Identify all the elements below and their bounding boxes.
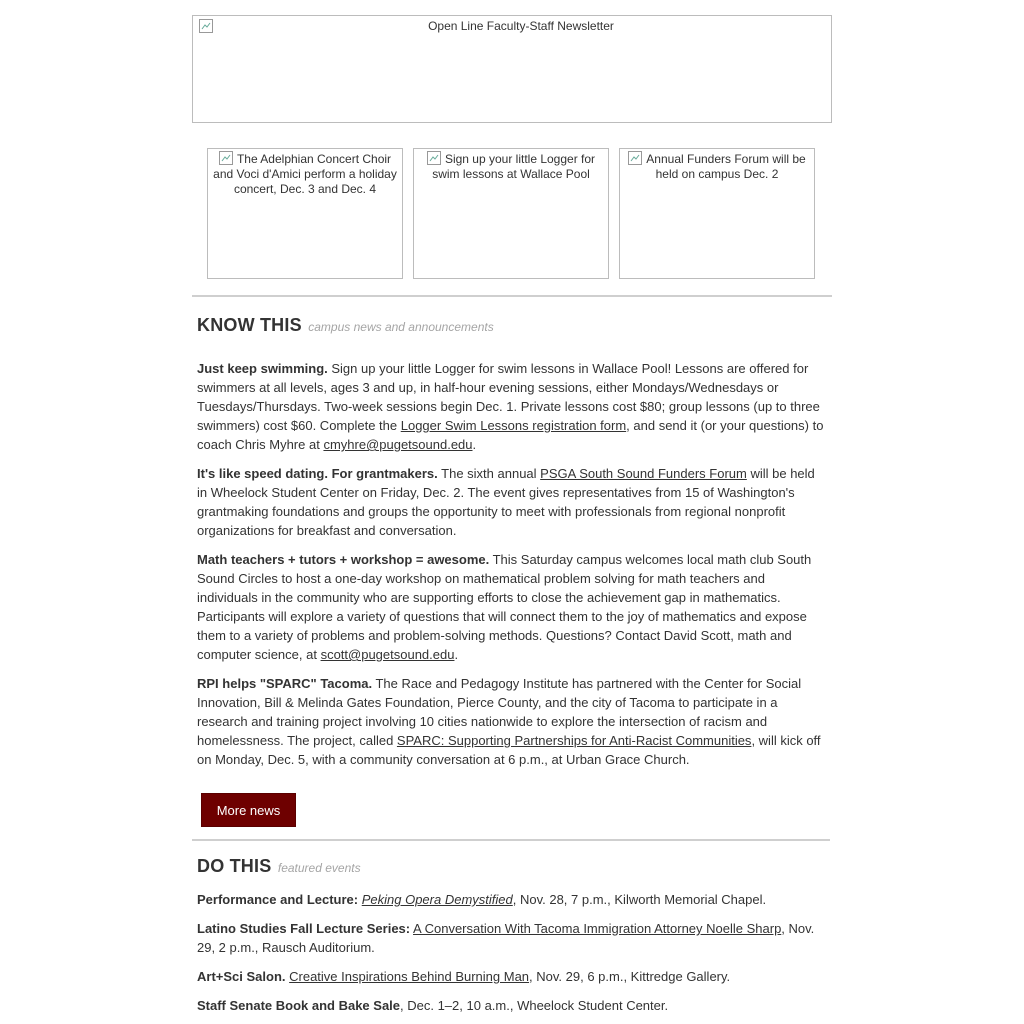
news-item-text: This Saturday campus welcomes local math club South Sound Circles to host a one-day workshop on mathematical problem solving for math teachers and individuals in the community who are supporting efforts to close the achievement gap in mathematics. Participants will explore a variety of questions that will connect them to the joy of mathematics and expose them to a variety of problems and problem-solving methods. Questions? Contact David Scott, math and computer science, at [197, 552, 812, 662]
section-divider [192, 839, 830, 841]
feature-image-alt-text: Annual Funders Forum will be held on campus Dec. 2 [646, 152, 806, 181]
event-item-art-sci-salon [197, 967, 825, 986]
event-details: , Nov. 29, 2 p.m., Rausch Auditorium. [197, 921, 815, 955]
feature-image-alt-text: Sign up your little Logger for swim lessons at Wallace Pool [432, 152, 596, 181]
section-divider [192, 295, 832, 297]
swim-registration-form-link[interactable]: Logger Swim Lessons registration form [400, 418, 627, 433]
section-subtitle: campus news and announcements [308, 320, 494, 334]
event-details: , Dec. 1–2, 10 a.m., Wheelock Student Center. [400, 998, 669, 1013]
know-this-heading [197, 315, 494, 336]
section-title: KNOW THIS [197, 315, 302, 335]
do-this-heading [197, 856, 361, 877]
news-item-funders-forum [197, 464, 825, 540]
event-item-book-bake-sale [197, 996, 825, 1015]
broken-image-icon [427, 151, 441, 165]
news-item-text: , will kick off on Monday, Dec. 5, with a community conversation at 6 p.m., at Urban Grace Church. [197, 733, 821, 767]
news-item-text: will be held in Wheelock Student Center on Friday, Dec. 2. The event gives representatives from 15 of Washington's grantmaking foundations and groups the opportunity to meet with professionals from regional nonprofit organizations for breakfast and conversation. [197, 466, 815, 538]
event-item-peking-opera [197, 890, 825, 909]
event-details: , Nov. 28, 7 p.m., Kilworth Memorial Chapel. [512, 892, 767, 907]
news-item-math-workshop [197, 550, 825, 664]
feature-image-swim-lessons[interactable] [413, 148, 609, 279]
news-item-text: Sign up your little Logger for swim lessons in Wallace Pool! Lessons are offered for swimmers at all levels, ages 3 and up, in half-hour evening sessions, either Mondays/Wednesdays or Tuesdays/Thursdays. Two-week sessions begin Dec. 1. Private lessons cost $80; group lessons (up to three swimmers) cost $60. Complete the [197, 361, 820, 433]
news-item-lead: Math teachers + tutors + workshop = awesome. [197, 552, 490, 567]
more-news-button[interactable]: More news [201, 793, 296, 827]
broken-image-icon [628, 151, 642, 165]
broken-image-icon [219, 151, 233, 165]
event-lead: Staff Senate Book and Bake Sale [197, 998, 401, 1013]
feature-image-choir-concert[interactable] [207, 148, 403, 279]
newsletter-header-image[interactable] [192, 15, 832, 123]
section-title: DO THIS [197, 856, 272, 876]
event-item-latino-studies [197, 919, 825, 957]
broken-image-icon [199, 19, 213, 33]
news-item-sparc [197, 674, 825, 769]
feature-image-alt-text: The Adelphian Concert Choir and Voci d'Amici perform a holiday concert, Dec. 3 and Dec. 4 [213, 152, 397, 196]
event-lead: Performance and Lecture: [197, 892, 359, 907]
news-item-text: The sixth annual [437, 466, 541, 481]
scott-email-link[interactable]: scott@pugetsound.edu [320, 647, 455, 662]
event-details: , Nov. 29, 6 p.m., Kittredge Gallery. [529, 969, 731, 984]
news-item-text: The Race and Pedagogy Institute has partnered with the Center for Social Innovation, Bill & Melinda Gates Foundation, Pierce County, and the city of Tacoma to participate in a research and training project involving 10 cities nationwide to explore the intersection of racism and homelessness. The project, called [197, 676, 802, 748]
peking-opera-link[interactable]: Peking Opera Demystified [361, 892, 513, 907]
header-image-alt-text: Open Line Faculty-Staff Newsletter [428, 19, 614, 33]
news-item-swim-lessons [197, 359, 825, 454]
news-item-text: . [472, 437, 477, 452]
section-subtitle: featured events [277, 861, 361, 875]
funders-forum-link[interactable]: PSGA South Sound Funders Forum [540, 466, 747, 481]
burning-man-link[interactable]: Creative Inspirations Behind Burning Man [289, 969, 530, 984]
event-lead: Latino Studies Fall Lecture Series: [197, 921, 411, 936]
feature-image-funders-forum[interactable] [619, 148, 815, 279]
immigration-attorney-talk-link[interactable]: A Conversation With Tacoma Immigration Attorney Noelle Sharp [413, 921, 782, 936]
news-item-lead: RPI helps "SPARC" Tacoma. [197, 676, 373, 691]
sparc-link[interactable]: SPARC: Supporting Partnerships for Anti-Racist Communities [396, 733, 752, 748]
news-item-text: , and send it (or your questions) to coach Chris Myhre at [197, 418, 824, 452]
news-item-lead: Just keep swimming. [197, 361, 328, 376]
cmyhre-email-link[interactable]: cmyhre@pugetsound.edu [323, 437, 473, 452]
event-lead: Art+Sci Salon. [197, 969, 286, 984]
news-item-lead: It's like speed dating. For grantmakers. [197, 466, 438, 481]
news-item-text: . [454, 647, 459, 662]
